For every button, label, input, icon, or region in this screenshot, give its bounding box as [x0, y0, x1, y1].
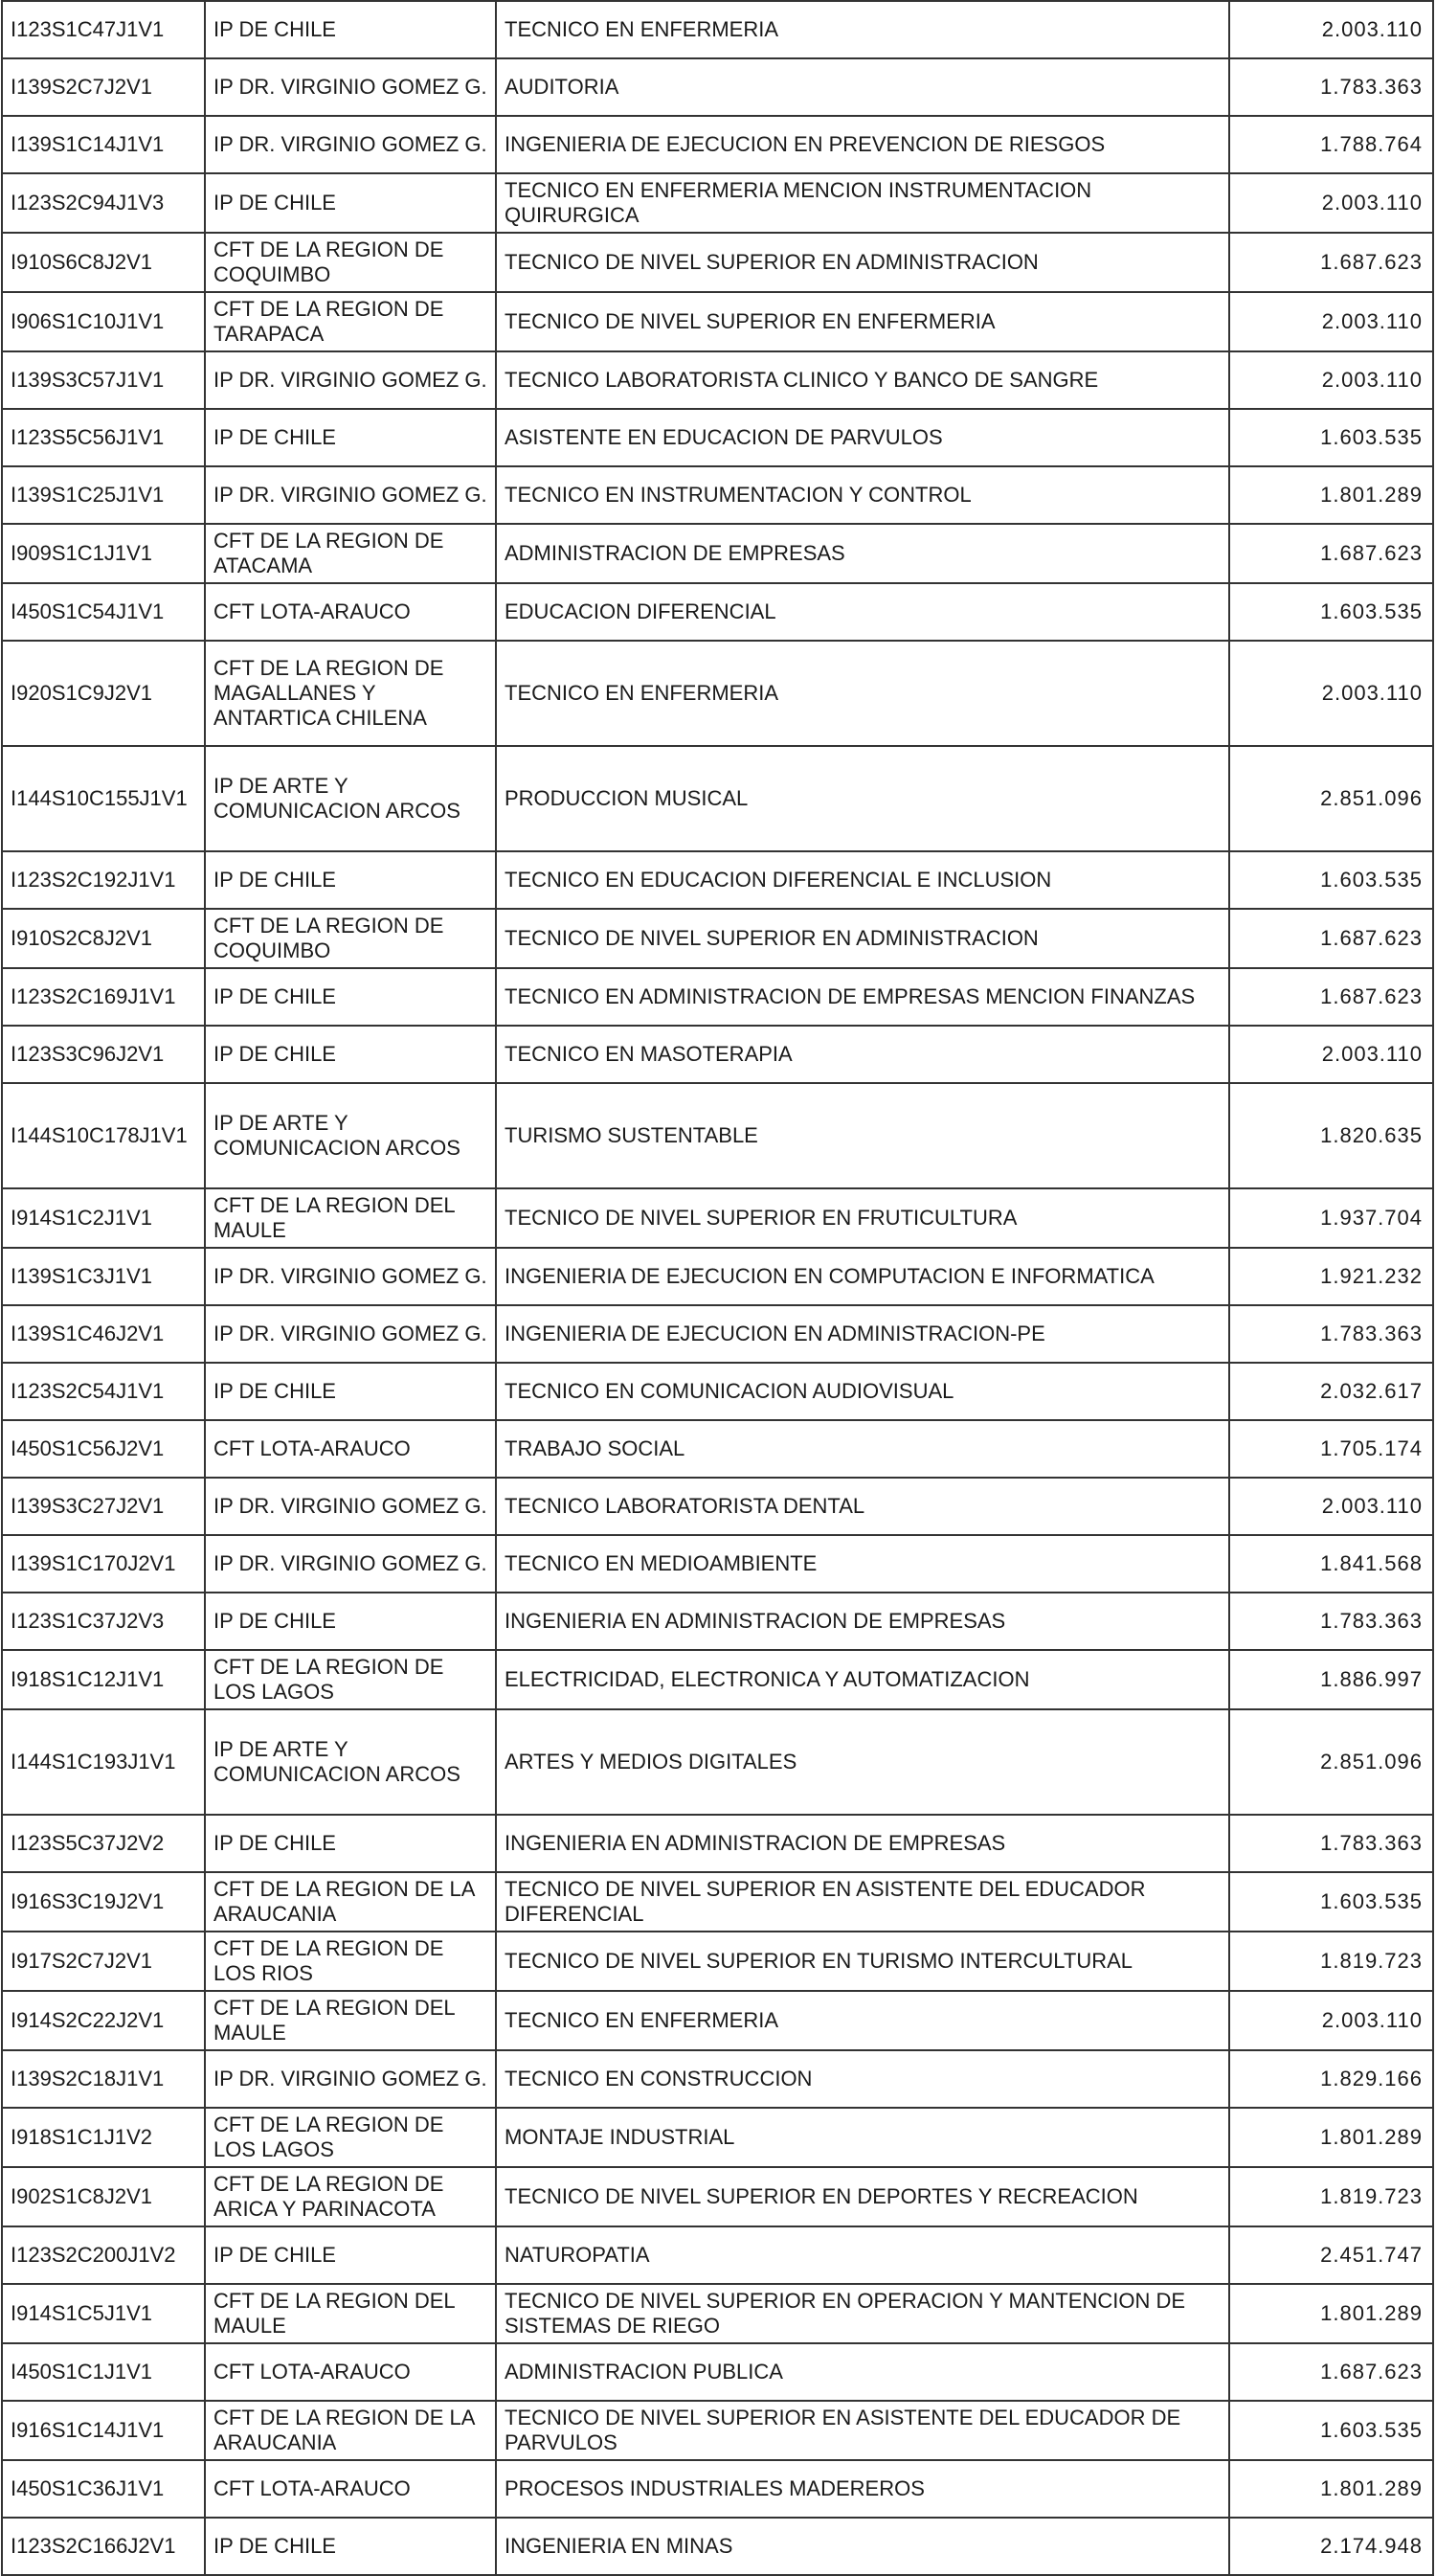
- institution-cell: CFT DE LA REGION DEL MAULE: [205, 1991, 496, 2050]
- career-code-cell: I914S2C22J2V1: [2, 1991, 205, 2050]
- career-name-cell: ASISTENTE EN EDUCACION DE PARVULOS: [496, 409, 1229, 466]
- institution-cell: IP DE CHILE: [205, 409, 496, 466]
- amount-cell: 1.687.623: [1229, 968, 1433, 1026]
- career-name-cell: TECNICO EN ENFERMERIA: [496, 1, 1229, 58]
- career-name-cell: INGENIERIA EN ADMINISTRACION DE EMPRESAS: [496, 1815, 1229, 1872]
- institution-cell: CFT LOTA-ARAUCO: [205, 2343, 496, 2401]
- career-code-cell: I139S3C27J2V1: [2, 1478, 205, 1535]
- institution-cell: IP DR. VIRGINIO GOMEZ G.: [205, 1535, 496, 1593]
- amount-cell: 2.451.747: [1229, 2226, 1433, 2284]
- career-code-cell: I123S2C54J1V1: [2, 1363, 205, 1420]
- table-row: [2, 2460, 1433, 2518]
- amount-cell: 1.937.704: [1229, 1188, 1433, 1248]
- institution-cell: IP DR. VIRGINIO GOMEZ G.: [205, 116, 496, 173]
- amount-cell: 1.603.535: [1229, 583, 1433, 641]
- institution-cell: CFT DE LA REGION DE LOS LAGOS: [205, 1650, 496, 1709]
- amount-cell: 2.003.110: [1229, 1478, 1433, 1535]
- career-name-cell: TECNICO EN MASOTERAPIA: [496, 1026, 1229, 1083]
- career-name-cell: TECNICO DE NIVEL SUPERIOR EN TURISMO INTERCULTURAL: [496, 1932, 1229, 1991]
- institution-cell: IP DR. VIRGINIO GOMEZ G.: [205, 1305, 496, 1363]
- table-row: [2, 1188, 1433, 1248]
- amount-cell: 1.603.535: [1229, 2401, 1433, 2460]
- institution-cell: IP DE CHILE: [205, 851, 496, 909]
- career-name-cell: TURISMO SUSTENTABLE: [496, 1083, 1229, 1188]
- table-row: [2, 2284, 1433, 2343]
- career-code-cell: I123S1C37J2V3: [2, 1593, 205, 1650]
- table-row: [2, 583, 1433, 641]
- career-code-cell: I450S1C56J2V1: [2, 1420, 205, 1478]
- table-row: [2, 968, 1433, 1026]
- career-code-cell: I123S2C94J1V3: [2, 173, 205, 233]
- amount-cell: 1.819.723: [1229, 2167, 1433, 2226]
- career-name-cell: TRABAJO SOCIAL: [496, 1420, 1229, 1478]
- career-code-cell: I139S3C57J1V1: [2, 351, 205, 409]
- career-code-cell: I910S2C8J2V1: [2, 909, 205, 968]
- career-name-cell: MONTAJE INDUSTRIAL: [496, 2108, 1229, 2167]
- career-name-cell: TECNICO DE NIVEL SUPERIOR EN ADMINISTRACION: [496, 909, 1229, 968]
- table-row: [2, 1650, 1433, 1709]
- career-code-cell: I916S1C14J1V1: [2, 2401, 205, 2460]
- career-name-cell: TECNICO EN ADMINISTRACION DE EMPRESAS MENCION FINANZAS: [496, 968, 1229, 1026]
- table-row: [2, 233, 1433, 292]
- amount-cell: 2.174.948: [1229, 2518, 1433, 2575]
- table-row: [2, 351, 1433, 409]
- table-row: [2, 1709, 1433, 1815]
- institution-cell: CFT DE LA REGION DE ATACAMA: [205, 524, 496, 583]
- amount-cell: 1.783.363: [1229, 1815, 1433, 1872]
- career-name-cell: TECNICO EN ENFERMERIA: [496, 1991, 1229, 2050]
- career-name-cell: PRODUCCION MUSICAL: [496, 746, 1229, 851]
- institution-cell: IP DR. VIRGINIO GOMEZ G.: [205, 2050, 496, 2108]
- careers-table: [1, 0, 1434, 2576]
- career-code-cell: I123S5C56J1V1: [2, 409, 205, 466]
- table-row: [2, 909, 1433, 968]
- career-name-cell: TECNICO EN ENFERMERIA: [496, 641, 1229, 746]
- career-name-cell: TECNICO EN ENFERMERIA MENCION INSTRUMENTACION QUIRURGICA: [496, 173, 1229, 233]
- institution-cell: CFT DE LA REGION DE LA ARAUCANIA: [205, 1872, 496, 1932]
- amount-cell: 1.801.289: [1229, 2108, 1433, 2167]
- table-row: [2, 58, 1433, 116]
- career-code-cell: I910S6C8J2V1: [2, 233, 205, 292]
- career-name-cell: TECNICO EN CONSTRUCCION: [496, 2050, 1229, 2108]
- amount-cell: 1.783.363: [1229, 1305, 1433, 1363]
- table-row: [2, 409, 1433, 466]
- table-row: [2, 1991, 1433, 2050]
- career-name-cell: INGENIERIA DE EJECUCION EN ADMINISTRACION-PE: [496, 1305, 1229, 1363]
- table-row: [2, 2401, 1433, 2460]
- table-row: [2, 1305, 1433, 1363]
- career-code-cell: I450S1C36J1V1: [2, 2460, 205, 2518]
- career-code-cell: I917S2C7J2V1: [2, 1932, 205, 1991]
- institution-cell: CFT DE LA REGION DE ARICA Y PARINACOTA: [205, 2167, 496, 2226]
- institution-cell: CFT DE LA REGION DE LOS RIOS: [205, 1932, 496, 1991]
- table-row: [2, 524, 1433, 583]
- amount-cell: 1.801.289: [1229, 466, 1433, 524]
- amount-cell: 2.851.096: [1229, 1709, 1433, 1815]
- career-name-cell: TECNICO DE NIVEL SUPERIOR EN ENFERMERIA: [496, 292, 1229, 351]
- institution-cell: CFT LOTA-ARAUCO: [205, 2460, 496, 2518]
- institution-cell: CFT DE LA REGION DE LA ARAUCANIA: [205, 2401, 496, 2460]
- career-code-cell: I123S5C37J2V2: [2, 1815, 205, 1872]
- career-name-cell: INGENIERIA DE EJECUCION EN COMPUTACION E INFORMATICA: [496, 1248, 1229, 1305]
- amount-cell: 1.783.363: [1229, 1593, 1433, 1650]
- career-name-cell: TECNICO DE NIVEL SUPERIOR EN ASISTENTE DEL EDUCADOR DIFERENCIAL: [496, 1872, 1229, 1932]
- amount-cell: 2.003.110: [1229, 292, 1433, 351]
- table-row: [2, 1593, 1433, 1650]
- table-row: [2, 2518, 1433, 2575]
- career-code-cell: I909S1C1J1V1: [2, 524, 205, 583]
- amount-cell: 2.003.110: [1229, 173, 1433, 233]
- institution-cell: CFT DE LA REGION DE TARAPACA: [205, 292, 496, 351]
- institution-cell: IP DE ARTE Y COMUNICACION ARCOS: [205, 1709, 496, 1815]
- career-code-cell: I914S1C2J1V1: [2, 1188, 205, 1248]
- institution-cell: CFT DE LA REGION DE LOS LAGOS: [205, 2108, 496, 2167]
- table-row: [2, 1248, 1433, 1305]
- table-row: [2, 1363, 1433, 1420]
- table-row: [2, 641, 1433, 746]
- career-code-cell: I906S1C10J1V1: [2, 292, 205, 351]
- career-code-cell: I144S1C193J1V1: [2, 1709, 205, 1815]
- career-code-cell: I902S1C8J2V1: [2, 2167, 205, 2226]
- career-name-cell: INGENIERIA EN ADMINISTRACION DE EMPRESAS: [496, 1593, 1229, 1650]
- institution-cell: IP DE CHILE: [205, 1815, 496, 1872]
- career-code-cell: I918S1C1J1V2: [2, 2108, 205, 2167]
- table-row: [2, 851, 1433, 909]
- amount-cell: 2.003.110: [1229, 1991, 1433, 2050]
- institution-cell: IP DE ARTE Y COMUNICACION ARCOS: [205, 746, 496, 851]
- career-code-cell: I450S1C54J1V1: [2, 583, 205, 641]
- career-name-cell: TECNICO DE NIVEL SUPERIOR EN OPERACION Y MANTENCION DE SISTEMAS DE RIEGO: [496, 2284, 1229, 2343]
- table-row: [2, 2108, 1433, 2167]
- amount-cell: 1.603.535: [1229, 1872, 1433, 1932]
- career-name-cell: ADMINISTRACION PUBLICA: [496, 2343, 1229, 2401]
- career-name-cell: TECNICO DE NIVEL SUPERIOR EN ADMINISTRACION: [496, 233, 1229, 292]
- institution-cell: IP DR. VIRGINIO GOMEZ G.: [205, 1248, 496, 1305]
- table-row: [2, 2343, 1433, 2401]
- table-row: [2, 466, 1433, 524]
- career-name-cell: AUDITORIA: [496, 58, 1229, 116]
- career-name-cell: NATUROPATIA: [496, 2226, 1229, 2284]
- career-name-cell: TECNICO EN EDUCACION DIFERENCIAL E INCLUSION: [496, 851, 1229, 909]
- career-name-cell: TECNICO DE NIVEL SUPERIOR EN DEPORTES Y RECREACION: [496, 2167, 1229, 2226]
- career-name-cell: EDUCACION DIFERENCIAL: [496, 583, 1229, 641]
- amount-cell: 2.003.110: [1229, 351, 1433, 409]
- career-code-cell: I914S1C5J1V1: [2, 2284, 205, 2343]
- amount-cell: 1.841.568: [1229, 1535, 1433, 1593]
- career-code-cell: I144S10C178J1V1: [2, 1083, 205, 1188]
- amount-cell: 1.687.623: [1229, 909, 1433, 968]
- table-row: [2, 1932, 1433, 1991]
- institution-cell: IP DR. VIRGINIO GOMEZ G.: [205, 466, 496, 524]
- amount-cell: 1.783.363: [1229, 58, 1433, 116]
- table-row: [2, 1872, 1433, 1932]
- amount-cell: 2.003.110: [1229, 1026, 1433, 1083]
- career-code-cell: I139S1C46J2V1: [2, 1305, 205, 1363]
- career-name-cell: INGENIERIA DE EJECUCION EN PREVENCION DE RIESGOS: [496, 116, 1229, 173]
- institution-cell: IP DE CHILE: [205, 1026, 496, 1083]
- career-code-cell: I123S3C96J2V1: [2, 1026, 205, 1083]
- amount-cell: 1.921.232: [1229, 1248, 1433, 1305]
- career-name-cell: TECNICO DE NIVEL SUPERIOR EN FRUTICULTURA: [496, 1188, 1229, 1248]
- amount-cell: 1.687.623: [1229, 524, 1433, 583]
- career-name-cell: PROCESOS INDUSTRIALES MADEREROS: [496, 2460, 1229, 2518]
- career-code-cell: I920S1C9J2V1: [2, 641, 205, 746]
- institution-cell: CFT DE LA REGION DE MAGALLANES Y ANTARTICA CHILENA: [205, 641, 496, 746]
- amount-cell: 1.819.723: [1229, 1932, 1433, 1991]
- amount-cell: 2.003.110: [1229, 1, 1433, 58]
- institution-cell: IP DE CHILE: [205, 2226, 496, 2284]
- table-row: [2, 1535, 1433, 1593]
- career-name-cell: TECNICO LABORATORISTA DENTAL: [496, 1478, 1229, 1535]
- amount-cell: 1.788.764: [1229, 116, 1433, 173]
- table-row: [2, 1815, 1433, 1872]
- institution-cell: CFT DE LA REGION DE COQUIMBO: [205, 233, 496, 292]
- table-row: [2, 1083, 1433, 1188]
- amount-cell: 1.820.635: [1229, 1083, 1433, 1188]
- career-code-cell: I123S2C192J1V1: [2, 851, 205, 909]
- career-name-cell: TECNICO EN INSTRUMENTACION Y CONTROL: [496, 466, 1229, 524]
- table-row: [2, 173, 1433, 233]
- career-code-cell: I139S2C7J2V1: [2, 58, 205, 116]
- table-row: [2, 1478, 1433, 1535]
- amount-cell: 1.603.535: [1229, 851, 1433, 909]
- table-row: [2, 1, 1433, 58]
- career-name-cell: ELECTRICIDAD, ELECTRONICA Y AUTOMATIZACION: [496, 1650, 1229, 1709]
- amount-cell: 1.801.289: [1229, 2460, 1433, 2518]
- career-code-cell: I450S1C1J1V1: [2, 2343, 205, 2401]
- institution-cell: IP DE CHILE: [205, 968, 496, 1026]
- career-name-cell: INGENIERIA EN MINAS: [496, 2518, 1229, 2575]
- table-row: [2, 2226, 1433, 2284]
- institution-cell: CFT DE LA REGION DE COQUIMBO: [205, 909, 496, 968]
- institution-cell: CFT DE LA REGION DEL MAULE: [205, 2284, 496, 2343]
- career-name-cell: TECNICO EN COMUNICACION AUDIOVISUAL: [496, 1363, 1229, 1420]
- career-name-cell: TECNICO LABORATORISTA CLINICO Y BANCO DE SANGRE: [496, 351, 1229, 409]
- institution-cell: IP DE CHILE: [205, 1363, 496, 1420]
- institution-cell: IP DR. VIRGINIO GOMEZ G.: [205, 1478, 496, 1535]
- career-code-cell: I139S1C25J1V1: [2, 466, 205, 524]
- amount-cell: 1.687.623: [1229, 2343, 1433, 2401]
- institution-cell: IP DE CHILE: [205, 173, 496, 233]
- career-name-cell: TECNICO DE NIVEL SUPERIOR EN ASISTENTE DEL EDUCADOR DE PARVULOS: [496, 2401, 1229, 2460]
- institution-cell: IP DR. VIRGINIO GOMEZ G.: [205, 351, 496, 409]
- institution-cell: IP DR. VIRGINIO GOMEZ G.: [205, 58, 496, 116]
- institution-cell: IP DE CHILE: [205, 1, 496, 58]
- amount-cell: 1.829.166: [1229, 2050, 1433, 2108]
- amount-cell: 2.032.617: [1229, 1363, 1433, 1420]
- career-name-cell: ARTES Y MEDIOS DIGITALES: [496, 1709, 1229, 1815]
- amount-cell: 1.705.174: [1229, 1420, 1433, 1478]
- institution-cell: CFT LOTA-ARAUCO: [205, 583, 496, 641]
- amount-cell: 1.801.289: [1229, 2284, 1433, 2343]
- career-code-cell: I139S1C14J1V1: [2, 116, 205, 173]
- career-code-cell: I139S1C170J2V1: [2, 1535, 205, 1593]
- table-row: [2, 1420, 1433, 1478]
- amount-cell: 1.687.623: [1229, 233, 1433, 292]
- table-row: [2, 292, 1433, 351]
- career-code-cell: I123S1C47J1V1: [2, 1, 205, 58]
- career-code-cell: I123S2C169J1V1: [2, 968, 205, 1026]
- amount-cell: 2.851.096: [1229, 746, 1433, 851]
- table-row: [2, 116, 1433, 173]
- career-code-cell: I916S3C19J2V1: [2, 1872, 205, 1932]
- career-code-cell: I123S2C200J1V2: [2, 2226, 205, 2284]
- institution-cell: IP DE ARTE Y COMUNICACION ARCOS: [205, 1083, 496, 1188]
- career-code-cell: I123S2C166J2V1: [2, 2518, 205, 2575]
- career-code-cell: I918S1C12J1V1: [2, 1650, 205, 1709]
- table-row: [2, 1026, 1433, 1083]
- institution-cell: CFT DE LA REGION DEL MAULE: [205, 1188, 496, 1248]
- table-row: [2, 746, 1433, 851]
- career-name-cell: ADMINISTRACION DE EMPRESAS: [496, 524, 1229, 583]
- institution-cell: IP DE CHILE: [205, 2518, 496, 2575]
- career-name-cell: TECNICO EN MEDIOAMBIENTE: [496, 1535, 1229, 1593]
- amount-cell: 2.003.110: [1229, 641, 1433, 746]
- table-row: [2, 2167, 1433, 2226]
- careers-table-body: [2, 1, 1433, 2575]
- institution-cell: IP DE CHILE: [205, 1593, 496, 1650]
- career-code-cell: I144S10C155J1V1: [2, 746, 205, 851]
- career-code-cell: I139S1C3J1V1: [2, 1248, 205, 1305]
- amount-cell: 1.886.997: [1229, 1650, 1433, 1709]
- table-row: [2, 2050, 1433, 2108]
- career-code-cell: I139S2C18J1V1: [2, 2050, 205, 2108]
- amount-cell: 1.603.535: [1229, 409, 1433, 466]
- institution-cell: CFT LOTA-ARAUCO: [205, 1420, 496, 1478]
